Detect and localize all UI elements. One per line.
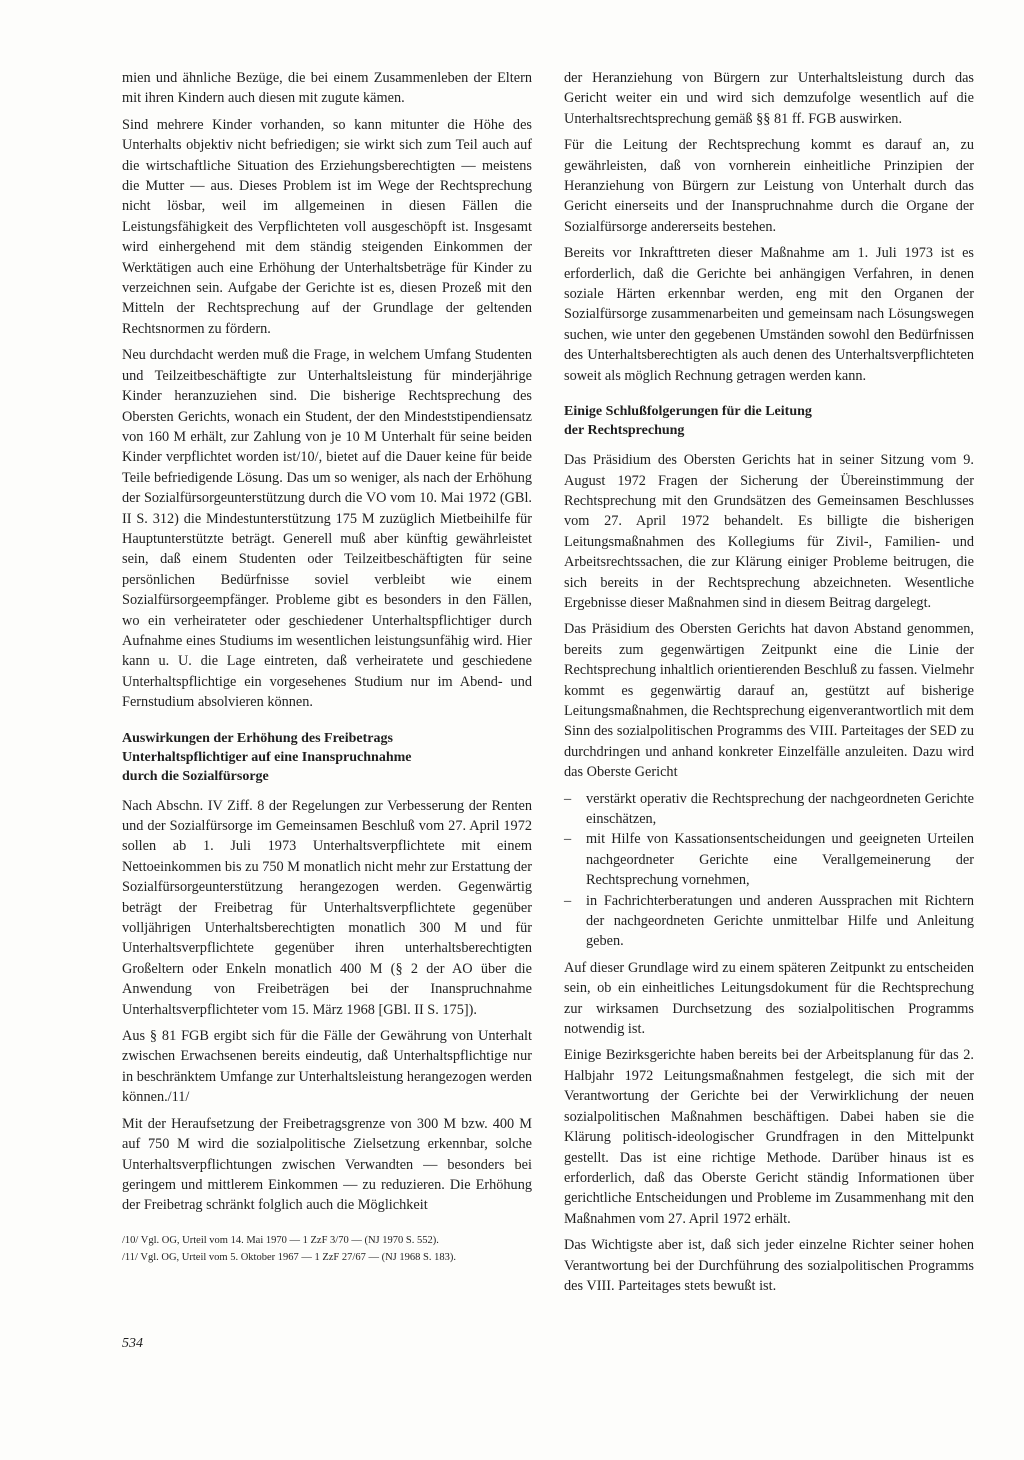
right-column — [564, 68, 974, 1302]
heading-line: Auswirkungen der Erhöhung des Freibetrags — [122, 730, 393, 746]
list-item: – mit Hilfe von Kassationsentscheidungen und geeigneten Urteilen nachgeordneter Gerichte eine Verallgemeinerung der Rechtsprechung vornehmen, — [564, 829, 974, 890]
heading-line: der Rechtsprechung — [564, 423, 685, 439]
paragraph: Einige Bezirksgerichte haben bereits bei der Arbeitsplanung für das 2. Halbjahr 1972 Leitungsmaßnahmen festgelegt, die sich mit der Verantwortung der Gerichte bei der Verwirklichung der neuen sozialpolitischen Maßnahmen beschäftigen. Dabei haben sie die Klärung politisch-ideologischer Grundfragen in den Mittelpunkt gestellt. Das ist eine richtige Methode. Darüber hinaus ist es erforderlich, daß das Oberste Gericht ständig Informationen über gerichtliche Entscheidungen und Probleme im Zusammenhang mit den Maßnahmen vom 27. April 1972 erhält. — [564, 1047, 974, 1227]
paragraph: Neu durchdacht werden muß die Frage, in welchem Umfang Studenten und Teilzeitbeschäftigte zur Unterhaltsleistung für minderjährige Kinder heranzuziehen sind. Die bisherige Rechtsprechung des Obersten Gerichts, wonach ein Student, der den Mindeststipendiensatz von 160 M erhält, zur Zahlung von je 10 M Unterhalt für seine beiden Kinder verpflichtet worden ist/10/, bietet auf die Dauer keine für beide Teile befriedigende Lösung. Das um so weniger, als nach der Erhöhung der Sozialfürsorgeunterstützung durch die VO vom 10. Mai 1972 (GBl. II S. 312) die Mindestunterstützung 175 M zuzüglich Mietbeihilfe für Hauptunterstützte beträgt. Generell muß aber künftig gewährleistet sein, daß einem Studenten oder Teilzeitbeschäftigten für seine persönlichen Bedürfnisse soviel verbleibt wie einem Sozialfürsorgeempfänger. Probleme gibt es besonders in den Fällen, wo ein verheirateter oder geschiedener Unterhaltspflichtiger durch Aufnahme eines Studiums im wesentlichen leistungsunfähig wird. Hier kann u. U. die Lage eintreten, daß verheiratete und geschiedene Unterhaltspflichtige ein vorgesehenes Studium nur im Abend- und Fernstudium absolvieren können. — [122, 347, 532, 711]
paragraph: Für die Leitung der Rechtsprechung kommt es darauf an, zu gewährleisten, daß von vornherein einheitliche Prinzipien der Heranziehung von Bürgern zur Leistung von Unterhalt durch das Gericht einerseits und der Inanspruchnahme durch die Organe der Sozialfürsorge andererseits bestehen. — [564, 137, 974, 235]
paragraph: mien und ähnliche Bezüge, die bei einem Zusammenleben der Eltern mit ihren Kindern auch diesen mit zugute kämen. — [122, 70, 532, 107]
paragraph: Mit der Heraufsetzung der Freibetragsgrenze von 300 M bzw. 400 M auf 750 M wird die sozialpolitische Zielsetzung erkennbar, solche Unterhaltsverpflichtungen zwischen Verwandten — besonders bei geringem und mittlerem Einkommen — zu reduzieren. Die Erhöhung der Freibetrag schränkt folglich auch die Möglichkeit — [122, 1115, 532, 1214]
paragraph: Nach Abschn. IV Ziff. 8 der Regelungen zur Verbesserung der Renten und der Sozialfürsorge im Gemeinsamen Beschluß vom 27. April 1972 sollen ab 1. Juli 1973 Unterhaltsverpflichtete mit einem Nettoeinkommen bis zu 750 M monatlich nicht mehr zur Erstattung der Sozialfürsorgeunterstützung herangezogen werden. Gegenwärtig beträgt der Freibetrag für Unterhaltsverpflichtete gegenüber volljährigen Unterhaltsberechtigten monatlich 300 M und für Unterhaltsverpflichtete gegenüber ihren unterhaltsberechtigten Großeltern oder Enkeln monatlich 400 M (§ 2 der AO über die Anwendung von Freibeträgen bei der Inanspruchnahme Unterhaltsverpflichteter vom 15. März 1968 [GBl. II S. 175]). — [122, 797, 532, 1018]
paragraph: Aus § 81 FGB ergibt sich für die Fälle der Gewährung von Unterhalt zwischen Erwachsenen bereits eindeutig, daß Unterhaltspflichtige nur in beschränktem Umfange zur Unterhaltsleistung herangezogen werden können./11/ — [122, 1028, 532, 1106]
dash-list — [564, 789, 974, 952]
paragraph: Sind mehrere Kinder vorhanden, so kann mitunter die Höhe des Unterhalts objektiv nicht befriedigen; sie wirkt sich zum Teil auch auf die wirtschaftliche Situation des Erziehungsberechtigten — meistens die Mutter — aus. Dieses Problem ist im Wege der Rechtsprechung nicht lösbar, weil im allgemeinen in diesen Fällen die Leistungsfähigkeit des Verpflichteten voll ausgeschöpft ist. Insgesamt wird einhergehend mit dem ständig steigenden Einkommen der Werktätigen auch eine Erhöhung der Unterhaltsbeträge für Kinder zu verzeichnen sein. Aufgabe der Gerichte ist es, diesen Prozeß mit den Mitteln der Rechtsprechung auf der Grundlage der geltenden Rechtsnormen zu fördern. — [122, 116, 532, 337]
list-item: – verstärkt operativ die Rechtsprechung der nachgeordneten Gerichte einschätzen, — [564, 789, 974, 830]
paragraph: der Heranziehung von Bürgern zur Unterhaltsleistung durch das Gericht weiter ein und wird sich demzufolge wesentlich auf die Unterhaltsrechtsprechung gemäß §§ 81 ff. FGB auswirken. — [564, 70, 974, 127]
list-item: – in Fachrichterberatungen und anderen Aussprachen mit Richtern der nachgeordneten Gerichte unmittelbar Hilfe und Anleitung geben. — [564, 891, 974, 952]
heading-line: Einige Schlußfolgerungen für die Leitung — [564, 404, 812, 420]
heading-line: Unterhaltspflichtiger auf eine Inanspruchnahme — [122, 749, 412, 765]
footnotes — [122, 1234, 532, 1265]
left-column — [122, 68, 532, 1268]
section-heading — [122, 729, 532, 786]
paragraph: Das Präsidium des Obersten Gerichts hat davon Abstand genommen, bereits zum gegenwärtigen Zeitpunkt eine die Linie der Rechtsprechung inhaltlich orientierenden Beschluß zu fassen. Vielmehr kommt es gegenwärtig darauf an, gestützt auf bisherige Leitungsmaßnahmen, die Rechtsprechung eigenverantwortlich mit dem Sinn des sozialpolitischen Programms des VIII. Parteitages der SED zu durchdringen und anhand konkreter Einzelfälle anzuleiten. Dazu wird das Oberste Gericht — [564, 621, 974, 781]
footnote: /11/ Vgl. OG, Urteil vom 5. Oktober 1967 — 1 ZzF 27/67 — (NJ 1968 S. 183). — [122, 1251, 456, 1263]
section-heading — [564, 402, 974, 440]
paragraph: Auf dieser Grundlage wird zu einem späteren Zeitpunkt zu entscheiden sein, ob ein einheitliches Leitungsdokument für die Rechtsprechung zur wirksamen Durchsetzung des sozialpolitischen Programms notwendig ist. — [564, 959, 974, 1038]
footnote: /10/ Vgl. OG, Urteil vom 14. Mai 1970 — 1 ZzF 3/70 — (NJ 1970 S. 552). — [122, 1234, 439, 1246]
paragraph: Das Wichtigste aber ist, daß sich jeder einzelne Richter seiner hohen Verantwortung bei der Durchführung des sozialpolitischen Programms des VIII. Parteitages stets bewußt ist. — [564, 1237, 974, 1294]
heading-line: durch die Sozialfürsorge — [122, 768, 269, 784]
page-number: 534 — [122, 1336, 143, 1351]
paragraph: Bereits vor Inkrafttreten dieser Maßnahme am 1. Juli 1973 ist es erforderlich, daß die Gerichte bei anhängigen Verfahren, in denen soziale Härten erkennbar werden, eng mit den Organen der Sozialfürsorge zusammenarbeiten und gemeinsam nach Lösungswegen suchen, wie unter den gegebenen Umständen sowohl den Bedürfnissen des Unterhaltsberechtigten als auch denen des Unterhaltsverpflichteten soweit als möglich Rechnung getragen werden kann. — [564, 245, 974, 384]
paragraph: Das Präsidium des Obersten Gerichts hat in seiner Sitzung vom 9. August 1972 Fragen der Sicherung der Übereinstimmung der Rechtsprechung mit den Grundsätzen des Gemeinsamen Beschlusses vom 27. April 1972 behandelt. Es billigte die bisherigen Leitungsmaßnahmen des Kollegiums für Zivil-, Familien- und Arbeitsrechtssachen, die zur Klärung einiger Probleme beitrugen, die sich bereits in der Rechtsprechung abzeichneten. Wesentliche Ergebnisse dieser Maßnahmen sind in diesem Beitrag dargelegt. — [564, 452, 974, 611]
